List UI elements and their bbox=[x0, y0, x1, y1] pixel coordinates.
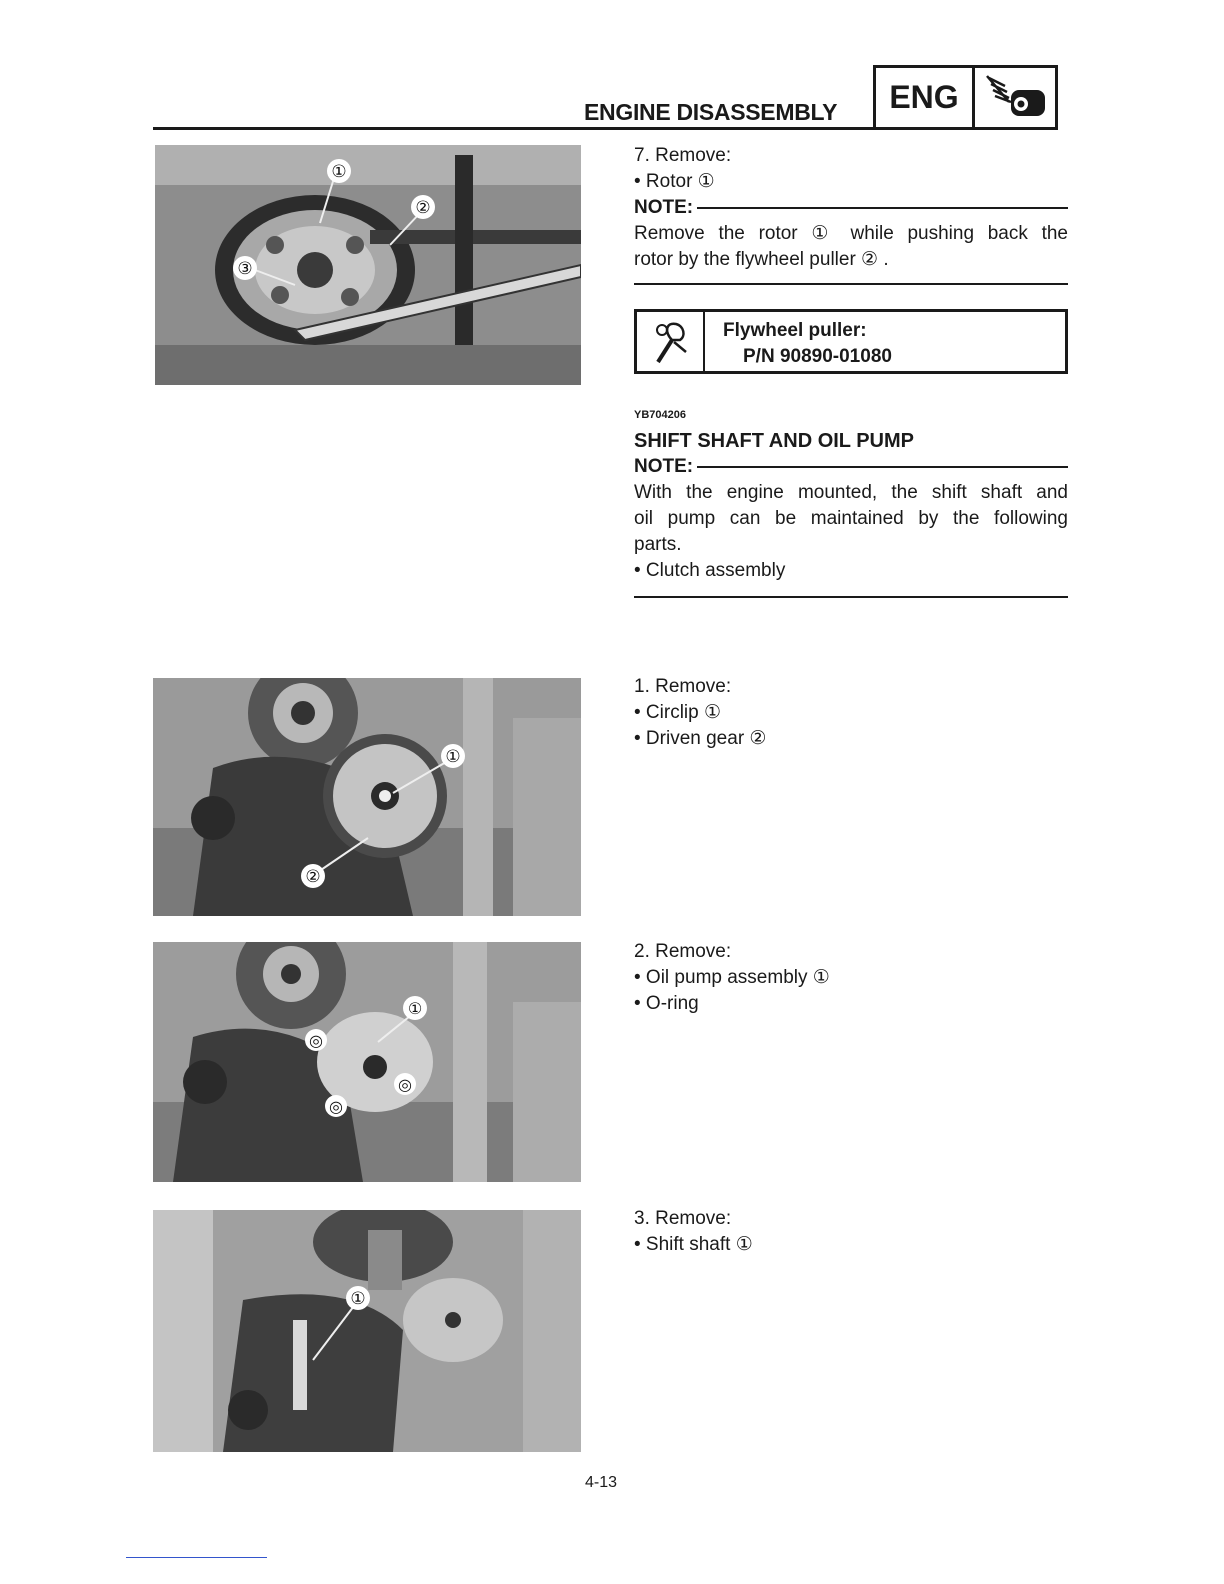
section-title: SHIFT SHAFT AND OIL PUMP bbox=[634, 430, 914, 452]
tool-name: Flywheel puller: bbox=[723, 320, 867, 341]
special-tool-box bbox=[634, 309, 1068, 374]
section-note-line2: oil pump can be maintained by the following bbox=[634, 508, 1068, 529]
photo3-o-ring-mark: ◎ bbox=[309, 1031, 323, 1050]
step7-note-header bbox=[634, 195, 1068, 221]
step7-note-line2: rotor by the flywheel puller ② . bbox=[634, 249, 889, 270]
step3-item-shift-shaft: • Shift shaft ① bbox=[634, 1234, 753, 1255]
footer-link-underline bbox=[126, 1557, 267, 1558]
photo2-callout-1: ① bbox=[445, 747, 461, 767]
step1-item-driven-gear: • Driven gear ② bbox=[634, 728, 767, 749]
shift-shaft-section bbox=[634, 428, 1068, 598]
photo1-callout-3: ③ bbox=[237, 259, 253, 279]
step2-item-o-ring: • O-ring bbox=[634, 993, 699, 1014]
step3-block bbox=[634, 1206, 1068, 1258]
section-tab bbox=[873, 65, 1058, 130]
section-code: ENG bbox=[876, 68, 975, 127]
header-rule bbox=[153, 127, 875, 130]
note-label: NOTE: bbox=[634, 197, 694, 218]
step3-title: 3. Remove: bbox=[634, 1208, 732, 1229]
photo2-callout-2: ② bbox=[305, 867, 321, 887]
note-end-rule bbox=[634, 596, 1068, 598]
driven-gear-photo bbox=[153, 678, 581, 916]
page-title: ENGINE DISASSEMBLY bbox=[584, 99, 838, 125]
rotor-removal-photo bbox=[155, 145, 581, 385]
page-number: 4-13 bbox=[585, 1474, 618, 1491]
note-label: NOTE: bbox=[634, 456, 694, 477]
step7-item: • Rotor ① bbox=[634, 171, 715, 192]
step7-title: 7. Remove: bbox=[634, 145, 732, 166]
photo4-callout-1: ① bbox=[350, 1289, 366, 1309]
section-note-item: • Clutch assembly bbox=[634, 560, 786, 581]
section-note-line3: parts. bbox=[634, 534, 682, 555]
note-rule bbox=[697, 207, 1068, 209]
photo1-callout-1: ① bbox=[331, 162, 347, 182]
photo3-callout-1: ① bbox=[407, 999, 423, 1018]
section-ref-code: YB704206 bbox=[634, 409, 686, 421]
step2-block bbox=[634, 939, 1068, 1017]
step7-block bbox=[634, 143, 1068, 285]
step1-block bbox=[634, 674, 1068, 752]
photo3-o-ring-mark: ◎ bbox=[398, 1075, 412, 1094]
photo1-callout-2: ② bbox=[415, 198, 431, 218]
puller-tool-icon bbox=[637, 312, 705, 371]
engine-icon bbox=[975, 68, 1055, 127]
step1-title: 1. Remove: bbox=[634, 676, 732, 697]
section-note-line1: With the engine mounted, the shift shaft and bbox=[634, 482, 1068, 503]
step2-title: 2. Remove: bbox=[634, 941, 732, 962]
photo3-o-ring-mark: ◎ bbox=[329, 1097, 343, 1116]
note-end-rule bbox=[634, 283, 1068, 285]
step1-item-circlip: • Circlip ① bbox=[634, 702, 722, 723]
step7-note-line1: Remove the rotor ① while pushing back the bbox=[634, 223, 1068, 244]
tool-part-number: P/N 90890-01080 bbox=[743, 346, 892, 367]
step2-item-oil-pump: • Oil pump assembly ① bbox=[634, 967, 830, 988]
oil-pump-photo bbox=[153, 942, 581, 1182]
section-note-header bbox=[634, 454, 1068, 480]
note-rule bbox=[697, 466, 1068, 468]
shift-shaft-photo bbox=[153, 1210, 581, 1452]
